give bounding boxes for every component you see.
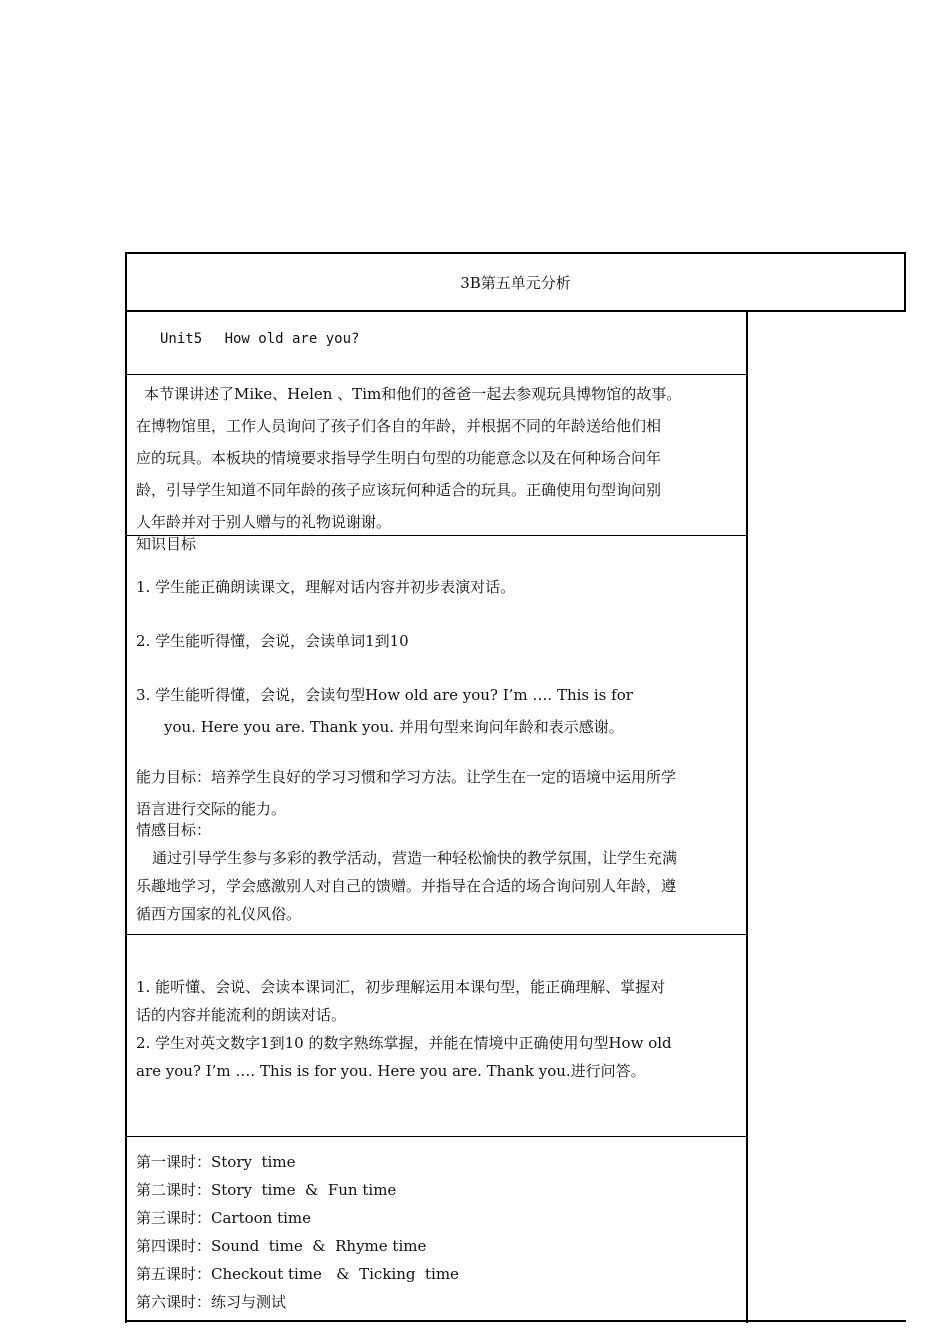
schedule-item: 第二课时：Story time & Fun time <box>136 1181 397 1199</box>
page-title: 3B第五单元分析 <box>460 274 571 292</box>
table-left-border <box>125 252 127 1323</box>
emotion-line: 通过引导学生参与多彩的教学活动，营造一种轻松愉快的教学氛围，让学生充满 <box>152 849 678 867</box>
key-point-line: 话的内容并能流利的朗读对话。 <box>136 1006 347 1024</box>
analysis-line: 在博物馆里，工作人员询问了孩子们各自的年龄，并根据不同的年龄送给他们相 <box>136 417 662 435</box>
row-divider-keypoints <box>125 1136 747 1137</box>
key-point-line: 1. 能听懂、会说、会读本课词汇，初步理解运用本课句型，能正确理解、掌握对 <box>136 978 666 996</box>
emotion-heading: 情感目标： <box>136 821 212 839</box>
schedule-item: 第一课时：Story time <box>136 1153 296 1171</box>
schedule-item: 第四课时：Sound time & Rhyme time <box>136 1237 427 1255</box>
content-column-border <box>746 312 748 1323</box>
ability-objective: 能力目标：培养学生良好的学习习惯和学习方法。让学生在一定的语境中运用所学 <box>136 768 677 786</box>
lesson-analysis <box>136 378 746 538</box>
analysis-line: 人年龄并对于别人赠与的礼物说谢谢。 <box>136 513 392 531</box>
unit-title: Unit5 How old are you? <box>160 331 360 347</box>
knowledge-item-3-cont: you. Here you are. Thank you. 并用句型来询问年龄和表示感谢。 <box>164 718 624 736</box>
title-row-divider <box>125 310 906 312</box>
key-point-line: are you? I’m …. This is for you. Here you are. Thank you.进行问答。 <box>136 1062 646 1080</box>
table-bottom-border <box>125 1320 906 1322</box>
knowledge-item-2: 2. 学生能听得懂，会说，会读单词1到10 <box>136 632 409 650</box>
analysis-line: 龄，引导学生知道不同年龄的孩子应该玩何种适合的玩具。正确使用句型询问别 <box>136 481 662 499</box>
row-divider-unit <box>125 374 747 375</box>
knowledge-heading: 知识目标 <box>136 535 197 553</box>
emotion-line: 循西方国家的礼仪风俗。 <box>136 905 302 923</box>
schedule-item: 第五课时：Checkout time & Ticking time <box>136 1265 459 1283</box>
ability-objective-cont: 语言进行交际的能力。 <box>136 800 287 818</box>
table-top-border <box>125 252 906 254</box>
knowledge-item-1: 1. 学生能正确朗读课文，理解对话内容并初步表演对话。 <box>136 578 516 596</box>
lesson-schedule <box>136 1152 459 1320</box>
emotion-line: 乐趣地学习，学会感激别人对自己的馈赠。并指导在合适的场合询问别人年龄，遵 <box>136 877 677 895</box>
row-divider-objectives <box>125 934 747 935</box>
schedule-item: 第六课时：练习与测试 <box>136 1293 287 1311</box>
analysis-line: 本节课讲述了Mike、Helen 、Tim和他们的爸爸一起去参观玩具博物馆的故事。 <box>144 385 682 403</box>
knowledge-item-3: 3. 学生能听得懂，会说，会读句型How old are you? I’m …. This is for <box>136 686 633 704</box>
key-point-line: 2. 学生对英文数字1到10 的数字熟练掌握，并能在情境中正确使用句型How old <box>136 1034 672 1052</box>
analysis-line: 应的玩具。本板块的情境要求指导学生明白句型的功能意念以及在何种场合问年 <box>136 449 662 467</box>
schedule-item: 第三课时：Cartoon time <box>136 1209 312 1227</box>
